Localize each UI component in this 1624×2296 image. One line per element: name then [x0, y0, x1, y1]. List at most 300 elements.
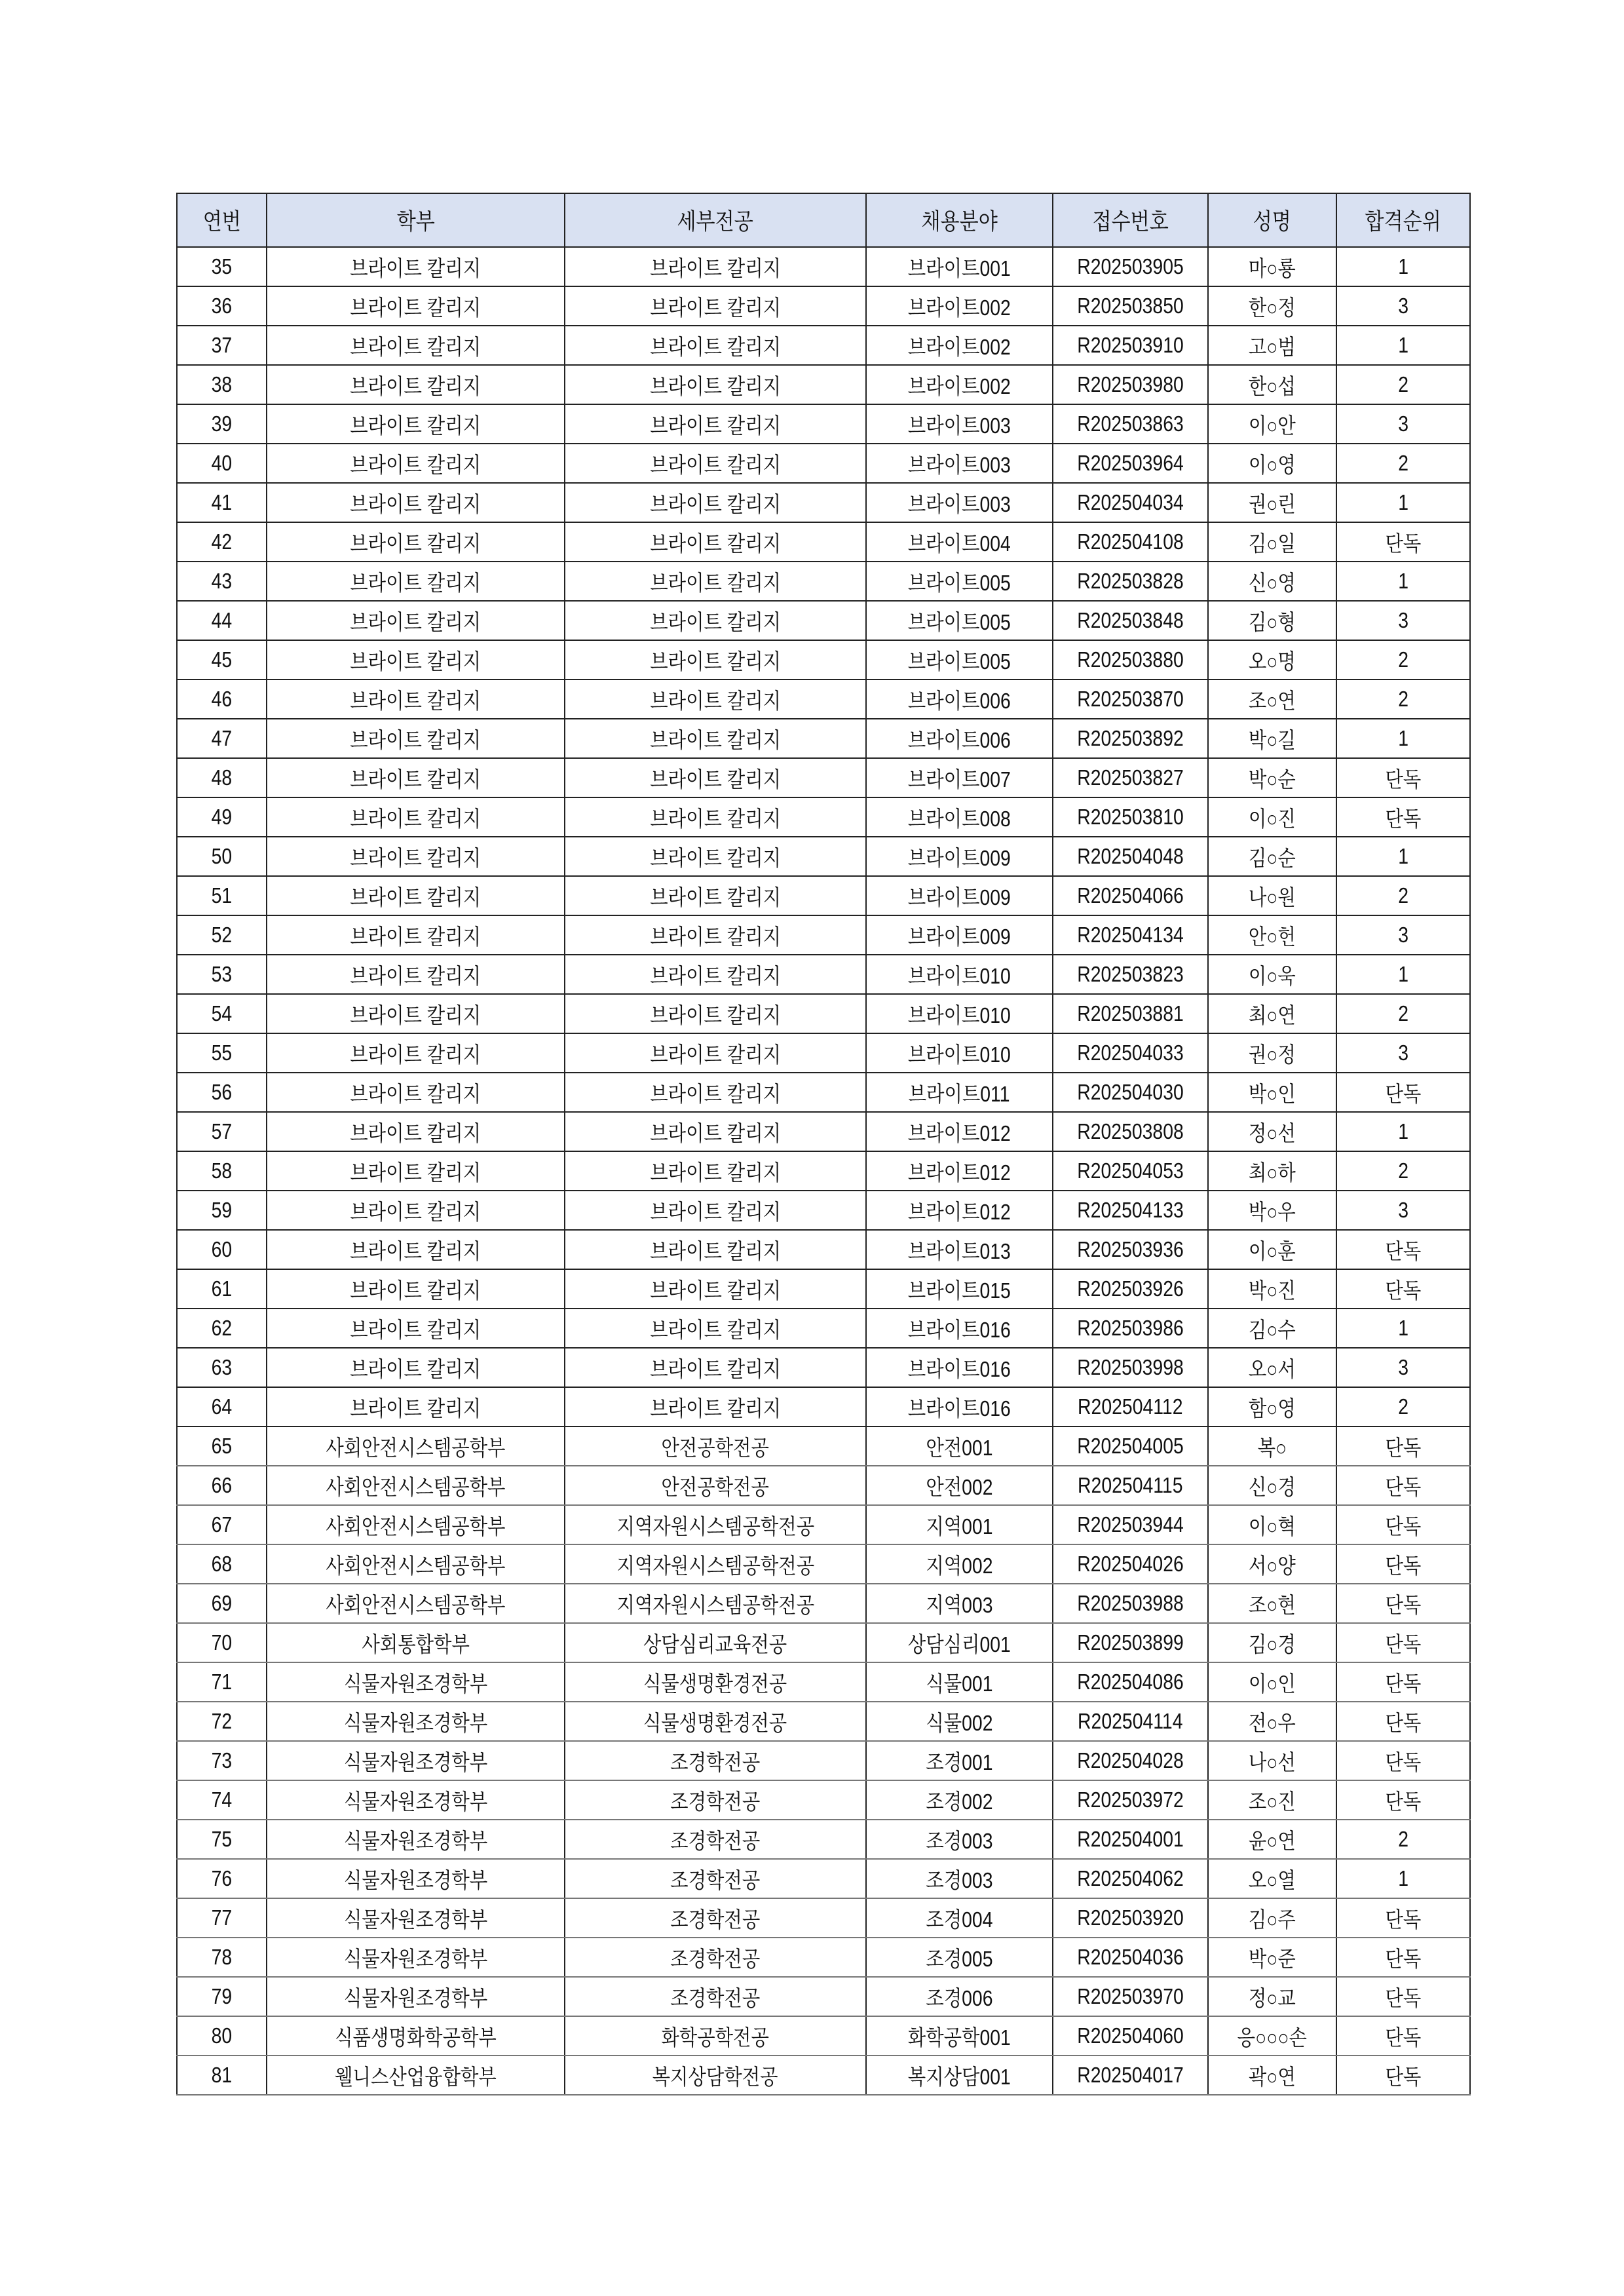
cell-field [866, 1309, 1053, 1348]
cell-rank [1336, 2016, 1470, 2056]
cell-text: 74 [211, 1788, 233, 1812]
cell-text: 조경학전공 [670, 1985, 761, 2010]
cell-text: 브라이트009 [907, 924, 1011, 949]
cell-text: R202504005 [1077, 1434, 1184, 1458]
cell-text: 브라이트 칼리지 [650, 452, 781, 477]
cell-department [267, 955, 565, 994]
cell-text: 64 [211, 1394, 233, 1419]
cell-text: 브라이트005 [907, 570, 1011, 595]
table-row [177, 2016, 1470, 2056]
table-row [177, 1191, 1470, 1230]
cell-text: 조경학전공 [670, 1828, 761, 1853]
table-row [177, 837, 1470, 876]
cell-text: 이○안 [1248, 413, 1296, 438]
cell-text: 사회안전시스템공학부 [326, 1514, 506, 1539]
cell-department [267, 483, 565, 522]
cell-text: 단독 [1385, 2025, 1422, 2050]
cell-field [866, 1151, 1053, 1191]
header-label: 성명 [1253, 209, 1292, 235]
cell-text: 브라이트 칼리지 [350, 609, 482, 634]
cell-text: 식물자원조경학부 [343, 1985, 488, 2010]
cell-name [1208, 247, 1336, 286]
cell-rank [1336, 1741, 1470, 1780]
cell-serial [177, 1859, 267, 1898]
cell-major [565, 1702, 866, 1741]
cell-application-no [1053, 365, 1208, 404]
cell-major [565, 640, 866, 679]
cell-text: 브라이트 칼리지 [650, 1003, 781, 1027]
cell-application-no [1053, 1662, 1208, 1702]
cell-text: 41 [211, 490, 233, 514]
table-row [177, 483, 1470, 522]
cell-text: 브라이트004 [907, 531, 1011, 556]
cell-major [565, 1859, 866, 1898]
table-row [177, 994, 1470, 1033]
cell-text: 브라이트 칼리지 [650, 413, 781, 438]
cell-text: 지역자원시스템공학전공 [616, 1592, 814, 1617]
cell-text: R202503823 [1077, 962, 1184, 986]
cell-field [866, 1230, 1053, 1269]
table-row [177, 1505, 1470, 1544]
cell-name [1208, 876, 1336, 915]
table-row [177, 640, 1470, 679]
cell-application-no [1053, 955, 1208, 994]
table-row [177, 1938, 1470, 1977]
cell-major [565, 1230, 866, 1269]
cell-rank [1336, 1033, 1470, 1073]
cell-text: 브라이트 칼리지 [350, 688, 482, 713]
cell-rank [1336, 640, 1470, 679]
cell-serial [177, 797, 267, 837]
cell-name [1208, 2016, 1336, 2056]
cell-field [866, 1073, 1053, 1112]
cell-department [267, 1426, 565, 1466]
cell-text: R202504017 [1077, 2063, 1184, 2087]
cell-application-no [1053, 1348, 1208, 1387]
cell-field [866, 1623, 1053, 1662]
cell-text: R202504053 [1077, 1158, 1184, 1183]
cell-serial [177, 1623, 267, 1662]
cell-major [565, 365, 866, 404]
cell-application-no [1053, 286, 1208, 326]
cell-rank [1336, 2056, 1470, 2095]
cell-text: 68 [211, 1552, 233, 1576]
cell-name [1208, 562, 1336, 601]
cell-text: R202504066 [1077, 883, 1184, 908]
cell-application-no [1053, 797, 1208, 837]
cell-text: 브라이트 칼리지 [350, 767, 482, 792]
cell-text: 정○교 [1248, 1985, 1296, 2010]
cell-field [866, 365, 1053, 404]
cell-text: 브라이트002 [907, 373, 1011, 398]
cell-text: 안전001 [926, 1435, 993, 1460]
cell-text: 조경003 [926, 1867, 993, 1892]
cell-text: 단독 [1385, 1710, 1422, 1735]
cell-name [1208, 1584, 1336, 1623]
header-field [866, 193, 1053, 247]
cell-serial [177, 522, 267, 562]
cell-text: 브라이트003 [907, 491, 1011, 516]
cell-department [267, 247, 565, 286]
cell-text: 80 [211, 2023, 233, 2048]
cell-text: 53 [211, 962, 233, 986]
cell-text: 1 [1398, 1866, 1408, 1890]
cell-application-no [1053, 640, 1208, 679]
cell-text: 2 [1398, 883, 1408, 908]
cell-text: 브라이트 칼리지 [350, 1160, 482, 1185]
cell-rank [1336, 1269, 1470, 1309]
cell-major [565, 876, 866, 915]
table-row [177, 1230, 1470, 1269]
cell-text: 브라이트 칼리지 [650, 334, 781, 359]
cell-name [1208, 1898, 1336, 1938]
cell-major [565, 1505, 866, 1544]
cell-major [565, 1741, 866, 1780]
cell-application-no [1053, 404, 1208, 444]
cell-application-no [1053, 1033, 1208, 1073]
cell-field [866, 2016, 1053, 2056]
cell-text: 식물생명환경전공 [643, 1710, 787, 1735]
cell-department [267, 1938, 565, 1977]
cell-rank [1336, 797, 1470, 837]
cell-text: 39 [211, 411, 233, 436]
cell-field [866, 876, 1053, 915]
cell-text: 76 [211, 1866, 233, 1890]
cell-text: R202504114 [1078, 1709, 1183, 1733]
cell-text: 1 [1398, 1119, 1408, 1143]
cell-text: 브라이트010 [907, 1003, 1011, 1027]
cell-text: R202504026 [1077, 1552, 1184, 1576]
cell-rank [1336, 1348, 1470, 1387]
cell-text: 브라이트 칼리지 [350, 885, 482, 909]
cell-text: 브라이트 칼리지 [650, 1278, 781, 1303]
cell-name [1208, 1544, 1336, 1584]
cell-department [267, 286, 565, 326]
cell-text: R202503988 [1077, 1591, 1184, 1615]
cell-text: 단독 [1385, 1474, 1422, 1499]
cell-text: 지역자원시스템공학전공 [616, 1514, 814, 1539]
cell-major [565, 1309, 866, 1348]
cell-department [267, 522, 565, 562]
cell-department [267, 2056, 565, 2095]
cell-text: 브라이트016 [907, 1396, 1011, 1421]
cell-text: 단독 [1385, 1553, 1422, 1578]
cell-text: 1 [1398, 844, 1408, 868]
cell-text: 브라이트 칼리지 [650, 373, 781, 398]
cell-text: 브라이트009 [907, 845, 1011, 870]
cell-department [267, 444, 565, 483]
cell-application-no [1053, 444, 1208, 483]
cell-major [565, 1977, 866, 2016]
table-row [177, 1426, 1470, 1466]
cell-serial [177, 837, 267, 876]
cell-name [1208, 1780, 1336, 1820]
cell-major [565, 1898, 866, 1938]
cell-text: 식물002 [926, 1710, 993, 1735]
cell-field [866, 719, 1053, 758]
cell-text: 신○경 [1248, 1474, 1296, 1499]
cell-name [1208, 365, 1336, 404]
cell-name [1208, 1309, 1336, 1348]
cell-text: 식물자원조경학부 [343, 1907, 488, 1932]
cell-text: 오○명 [1248, 649, 1296, 674]
cell-serial [177, 1466, 267, 1505]
cell-application-no [1053, 1544, 1208, 1584]
cell-text: 신○영 [1248, 570, 1296, 595]
table-row [177, 797, 1470, 837]
cell-application-no [1053, 1584, 1208, 1623]
cell-text: 전○우 [1248, 1710, 1296, 1735]
cell-rank [1336, 404, 1470, 444]
cell-serial [177, 1426, 267, 1466]
cell-text: 사회안전시스템공학부 [326, 1435, 506, 1460]
cell-serial [177, 404, 267, 444]
cell-text: 1 [1398, 490, 1408, 514]
cell-text: R202503944 [1077, 1512, 1184, 1537]
cell-text: 지역002 [926, 1553, 993, 1578]
cell-text: R202504028 [1077, 1748, 1184, 1772]
cell-text: 나○원 [1248, 885, 1296, 909]
cell-text: 브라이트 칼리지 [650, 767, 781, 792]
cell-department [267, 1702, 565, 1741]
cell-field [866, 247, 1053, 286]
header-label: 접수번호 [1092, 209, 1169, 235]
cell-text: 72 [211, 1709, 233, 1733]
cell-rank [1336, 1112, 1470, 1151]
cell-serial [177, 1662, 267, 1702]
cell-major [565, 719, 866, 758]
cell-text: R202503863 [1077, 411, 1184, 436]
cell-name [1208, 1112, 1336, 1151]
cell-text: 브라이트012 [907, 1199, 1011, 1224]
cell-department [267, 1387, 565, 1426]
cell-text: 브라이트 칼리지 [650, 256, 781, 280]
header-department [267, 193, 565, 247]
cell-text: 한○정 [1248, 295, 1296, 320]
cell-field [866, 1662, 1053, 1702]
cell-department [267, 915, 565, 955]
cell-field [866, 837, 1053, 876]
cell-text: 브라이트 칼리지 [650, 570, 781, 595]
cell-text: R202504115 [1078, 1473, 1183, 1497]
cell-text: 브라이트006 [907, 727, 1011, 752]
header-row [177, 193, 1470, 247]
cell-serial [177, 1348, 267, 1387]
cell-text: R202503892 [1077, 726, 1184, 750]
cell-text: 이○인 [1248, 1671, 1296, 1696]
cell-text: 조경학전공 [670, 1867, 761, 1892]
cell-serial [177, 758, 267, 797]
cell-text: 브라이트 칼리지 [350, 295, 482, 320]
table-row [177, 1348, 1470, 1387]
cell-text: 브라이트 칼리지 [350, 1081, 482, 1106]
cell-field [866, 1191, 1053, 1230]
cell-text: 사회통합학부 [362, 1632, 470, 1656]
cell-text: 사회안전시스템공학부 [326, 1474, 506, 1499]
cell-major [565, 522, 866, 562]
cell-name [1208, 640, 1336, 679]
cell-text: 브라이트 칼리지 [650, 688, 781, 713]
table-row [177, 247, 1470, 286]
cell-text: 2 [1398, 1001, 1408, 1025]
cell-text: 브라이트012 [907, 1160, 1011, 1185]
cell-application-no [1053, 1938, 1208, 1977]
cell-text: 함○영 [1248, 1396, 1296, 1421]
cell-rank [1336, 1230, 1470, 1269]
cell-major [565, 679, 866, 719]
cell-name [1208, 758, 1336, 797]
cell-text: 59 [211, 1198, 233, 1222]
cell-name [1208, 837, 1336, 876]
cell-text: 서○양 [1248, 1553, 1296, 1578]
cell-text: 브라이트 칼리지 [650, 491, 781, 516]
cell-text: 브라이트 칼리지 [650, 1160, 781, 1185]
cell-text: 브라이트 칼리지 [350, 373, 482, 398]
cell-text: 44 [211, 608, 233, 632]
header-label: 세부전공 [677, 209, 754, 235]
cell-text: 브라이트 칼리지 [650, 1238, 781, 1263]
cell-department [267, 1348, 565, 1387]
cell-text: 단독 [1385, 531, 1422, 556]
cell-text: 브라이트 칼리지 [650, 295, 781, 320]
cell-field [866, 522, 1053, 562]
cell-major [565, 955, 866, 994]
cell-text: 조경002 [926, 1789, 993, 1814]
cell-text: 단독 [1385, 1435, 1422, 1460]
cell-application-no [1053, 1741, 1208, 1780]
cell-text: 조경학전공 [670, 1750, 761, 1774]
table-row [177, 286, 1470, 326]
cell-text: 단독 [1385, 1985, 1422, 2010]
cell-name [1208, 1387, 1336, 1426]
cell-rank [1336, 679, 1470, 719]
results-table [176, 193, 1471, 2095]
cell-application-no [1053, 1780, 1208, 1820]
cell-serial [177, 719, 267, 758]
cell-text: 김○형 [1248, 609, 1296, 634]
cell-department [267, 326, 565, 365]
table-row [177, 1544, 1470, 1584]
cell-department [267, 640, 565, 679]
cell-department [267, 1151, 565, 1191]
cell-text: 지역003 [926, 1592, 993, 1617]
table-row [177, 1269, 1470, 1309]
cell-rank [1336, 1820, 1470, 1859]
cell-field [866, 1387, 1053, 1426]
table-body [177, 247, 1470, 2095]
cell-serial [177, 1820, 267, 1859]
cell-text: 브라이트 칼리지 [350, 806, 482, 831]
cell-text: 권○정 [1248, 1042, 1296, 1067]
cell-text: R202504134 [1077, 923, 1184, 947]
cell-text: 고○범 [1248, 334, 1296, 359]
cell-serial [177, 1112, 267, 1151]
cell-text: 브라이트013 [907, 1238, 1011, 1263]
cell-name [1208, 1348, 1336, 1387]
cell-text: R202503808 [1077, 1119, 1184, 1143]
cell-serial [177, 2056, 267, 2095]
cell-serial [177, 1898, 267, 1938]
cell-text: 브라이트 칼리지 [350, 845, 482, 870]
cell-department [267, 758, 565, 797]
cell-text: 45 [211, 647, 233, 672]
cell-text: 3 [1398, 923, 1408, 947]
cell-field [866, 444, 1053, 483]
cell-text: 81 [211, 2063, 233, 2087]
cell-rank [1336, 994, 1470, 1033]
table-row [177, 1466, 1470, 1505]
cell-rank [1336, 601, 1470, 640]
cell-text: 브라이트 칼리지 [350, 256, 482, 280]
cell-department [267, 1505, 565, 1544]
cell-serial [177, 1977, 267, 2016]
cell-text: 식물자원조경학부 [343, 1867, 488, 1892]
cell-text: 식물자원조경학부 [343, 1671, 488, 1696]
cell-text: 상담심리001 [907, 1632, 1011, 1656]
cell-text: 이○욱 [1248, 963, 1296, 988]
table-row [177, 1977, 1470, 2016]
cell-field [866, 1269, 1053, 1309]
cell-field [866, 1584, 1053, 1623]
cell-application-no [1053, 2016, 1208, 2056]
cell-text: 지역001 [926, 1514, 993, 1539]
cell-text: R202504033 [1077, 1041, 1184, 1065]
cell-text: 브라이트 칼리지 [650, 1042, 781, 1067]
cell-major [565, 2016, 866, 2056]
table-row [177, 1033, 1470, 1073]
cell-text: 42 [211, 529, 233, 554]
cell-department [267, 1269, 565, 1309]
cell-field [866, 1544, 1053, 1584]
cell-major [565, 247, 866, 286]
cell-department [267, 1309, 565, 1348]
cell-application-no [1053, 1898, 1208, 1938]
cell-text: 복지상담학전공 [652, 2064, 778, 2089]
cell-text: 식물생명환경전공 [643, 1671, 787, 1696]
cell-text: 조경006 [926, 1985, 993, 2010]
table-row [177, 326, 1470, 365]
cell-text: R202503880 [1077, 647, 1184, 672]
cell-field [866, 994, 1053, 1033]
table-row [177, 1780, 1470, 1820]
cell-text: 73 [211, 1748, 233, 1772]
cell-name [1208, 1466, 1336, 1505]
cell-department [267, 1191, 565, 1230]
cell-field [866, 679, 1053, 719]
cell-text: 단독 [1385, 806, 1422, 831]
cell-text: 브라이트 칼리지 [350, 491, 482, 516]
cell-serial [177, 326, 267, 365]
cell-serial [177, 1741, 267, 1780]
cell-text: 브라이트 칼리지 [350, 1396, 482, 1421]
table-row [177, 1898, 1470, 1938]
cell-department [267, 679, 565, 719]
cell-text: 브라이트 칼리지 [650, 609, 781, 634]
cell-field [866, 1112, 1053, 1151]
cell-text: 브라이트008 [907, 806, 1011, 831]
cell-major [565, 1033, 866, 1073]
cell-text: 단독 [1385, 1632, 1422, 1656]
cell-department [267, 1662, 565, 1702]
cell-text: R202504060 [1077, 2023, 1184, 2048]
cell-name [1208, 719, 1336, 758]
cell-field [866, 1741, 1053, 1780]
cell-rank [1336, 1073, 1470, 1112]
cell-serial [177, 1505, 267, 1544]
cell-text: 54 [211, 1001, 233, 1025]
cell-text: 김○수 [1248, 1317, 1296, 1342]
cell-text: 2 [1398, 687, 1408, 711]
